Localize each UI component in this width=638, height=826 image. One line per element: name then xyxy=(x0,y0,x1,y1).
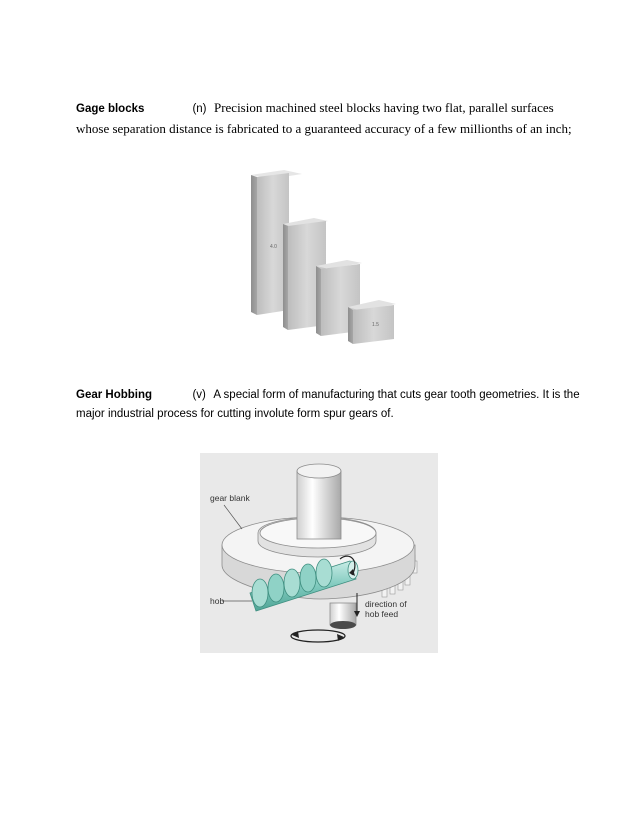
term-heading: Gear Hobbing xyxy=(76,389,153,401)
label-direction: direction of xyxy=(365,599,407,609)
label-hob: hob xyxy=(210,596,225,606)
label-gear-blank: gear blank xyxy=(210,493,250,503)
definition-gear-hobbing xyxy=(76,384,580,424)
definition-text: Precision machined steel blocks having two flat, parallel surfaces xyxy=(213,100,554,115)
lower-shaft xyxy=(330,603,356,629)
part-of-speech: (n) xyxy=(192,103,207,115)
block-mark: 1.5 xyxy=(372,322,379,328)
gear-hobbing-diagram xyxy=(200,453,438,653)
block-mark: 4.0 xyxy=(270,244,277,250)
upper-shaft xyxy=(297,464,341,539)
part-of-speech: (v) xyxy=(192,389,206,401)
label-hob-feed: hob feed xyxy=(365,609,399,619)
gage-block-4 xyxy=(348,300,396,344)
gage-blocks-image xyxy=(240,168,410,348)
definition-text: whose separation distance is fabricated to a guaranteed accuracy of a few millionths of an inch; xyxy=(76,121,572,136)
term-heading: Gage blocks xyxy=(76,103,145,115)
definition-text: major industrial process for cutting involute form spur gears of. xyxy=(76,408,394,420)
definition-gage-blocks xyxy=(76,98,572,138)
definition-text: A special form of manufacturing that cuts gear tooth geometries. It is the xyxy=(213,389,580,401)
